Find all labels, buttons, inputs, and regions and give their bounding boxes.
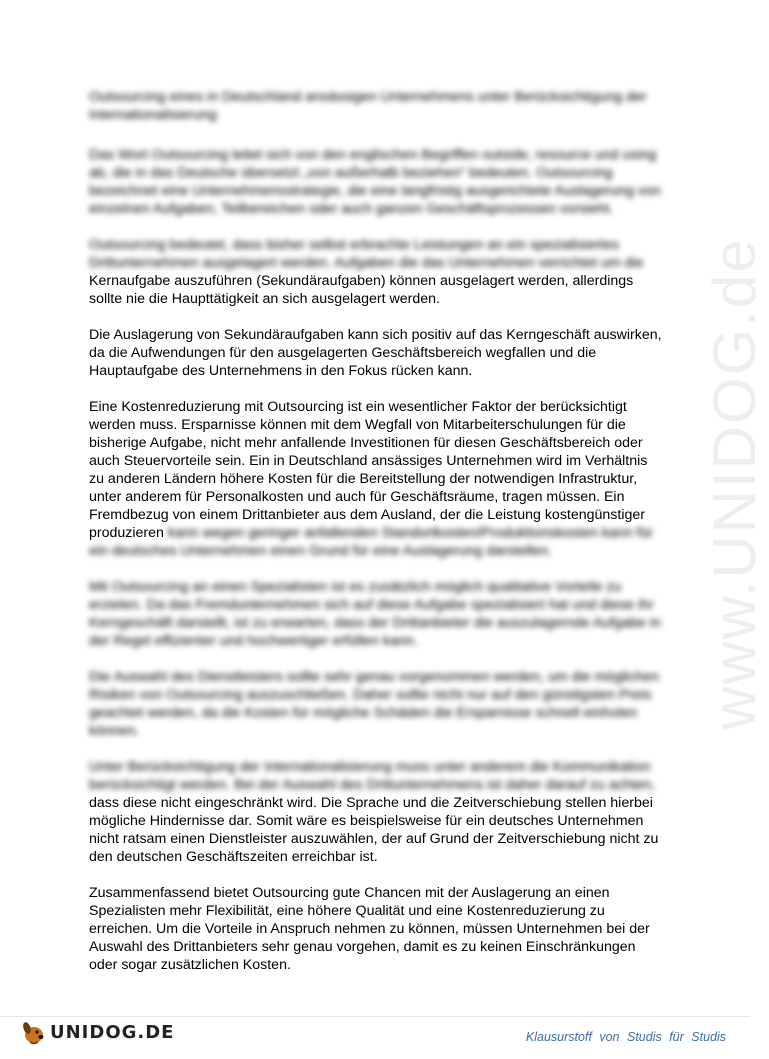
footer-divider — [0, 1016, 750, 1017]
paragraph-7-blurred: Unter Berücksichtigung der Internationalisierung muss unter anderem die Kommunikation berücksichtigt werden. Bei der Auswahl des Drittunternehmens ist daher darauf zu achten, — [89, 759, 656, 793]
paragraph-6: Die Auswahl des Dienstleisters sollte sehr genau vorgenommen werden, um die möglichen Risiken von Outsourcing auszuschließen. Daher sollte nicht nur auf den günstigsten Preis geachtet werden, da die Kosten für mögliche Schäden die Ersparnisse schnell einholen können. — [89, 669, 660, 739]
paragraph-3: Die Auslagerung von Sekundäraufgaben kann sich positiv auf das Kerngeschäft auswirken, da die Aufwendungen für den ausgelagerten Geschäftsbereich wegfallen und die Hauptaufgabe des Unternehmens in den Fokus rücken kann. — [89, 327, 662, 379]
paragraph-2-blurred: Outsourcing bedeutet, dass bisher selbst erbrachte Leistungen an ein spezialisiertes Drittunternehmen ausgelagert werden. Aufgaben die das Unternehmen verrichtet um die — [89, 237, 644, 271]
paragraph-2-clear: Kernaufgabe auszuführen (Sekundäraufgaben) können ausgelagert werden, allerdings sollte nie die Haupttätigkeit an sich ausgelagert werden. — [89, 273, 634, 307]
footer-tagline: Klausurstoff von Studis für Studis — [525, 1030, 726, 1044]
paragraph-7 — [89, 758, 664, 866]
paragraph-4-blurred: kann wegen geringer anfallenden Standortkosten/Produktionskosten kann für ein deutsches Unternehmen einen Grund für eine Auslagerung darstellen. — [89, 525, 653, 559]
document-body — [89, 88, 664, 992]
paragraph-7-clear: dass diese nicht eingeschränkt wird. Die Sprache und die Zeitverschiebung stellen hierbei mögliche Hindernisse dar. Somit wäre es beispielsweise für ein deutsches Unternehmen nicht ratsam einen Dienstleister auszuwählen, der auf Grund der Zeitverschiebung nicht zu den deutschen Geschäftszeiten erreichbar ist. — [89, 795, 659, 865]
unidog-logo[interactable] — [20, 1018, 174, 1046]
logo-text: UNIDOG.DE — [50, 1021, 175, 1043]
paragraph-2 — [89, 236, 664, 308]
paragraph-4 — [89, 398, 664, 560]
dog-icon — [20, 1018, 48, 1046]
paragraph-4-clear: Eine Kostenreduzierung mit Outsourcing ist ein wesentlicher Faktor der berücksichtigt werden muss. Ersparnisse können mit dem Wegfall von Mitarbeiterschulungen für die bisherige Aufgabe, nicht mehr anfallende Investitionen für diesen Geschäftsbereich oder auch Steuervorteile sein. Ein in Deutschland ansässiges Unternehmen wird im Verhältnis zu anderen Ländern höhere Kosten für die Bereitstellung der notwendigen Infrastruktur, unter anderem für Personalkosten und auch für Geschäftsräume, tragen müssen. Ein Fremdbezug von einem Drittanbieter aus dem Ausland, der die Leistung kostengünstiger produzieren — [89, 399, 648, 541]
paragraph-1: Das Wort Outsourcing leitet sich von den englischen Begriffen outside, resource und using ab, die in das Deutsche übersetzt „von außerhalb beziehen“ bedeuten. Outsourcing bezeichnet eine Unternehmensstrategie, die eine langfristig ausgerichtete Auslagerung von einzelnen Aufgaben, Teilbereichen oder auch ganzen Geschäftsprozessen vorsieht. — [89, 147, 661, 217]
paragraph-5: Mit Outsourcing an einen Spezialisten ist es zusätzlich möglich qualitative Vorteile zu erzielen. Da das Fremdunternehmen sich auf diese Aufgabe spezialisiert hat und diese ihr Kerngeschäft darstellt, ist zu erwarten, dass der Drittanbieter die auszulagernde Aufgabe in der Regel effizienter und hochwertiger erfüllen kann. — [89, 579, 661, 649]
watermark: www.UNIDOG.de — [701, 237, 768, 730]
paragraph-8: Zusammenfassend bietet Outsourcing gute Chancen mit der Auslagerung an einen Spezialisten mehr Flexibilität, eine höhere Qualität und eine Kostenreduzierung zu erreichen. Um die Vorteile in Anspruch nehmen zu können, müssen Unternehmen bei der Auswahl des Drittanbieters sehr genau vorgehen, damit es zu keinen Einschränkungen oder sogar zusätzlichen Kosten. — [89, 885, 650, 973]
document-title: Outsourcing eines in Deutschland ansässigen Unternehmens unter Berücksichtigung der Internationalisierung — [89, 89, 647, 123]
